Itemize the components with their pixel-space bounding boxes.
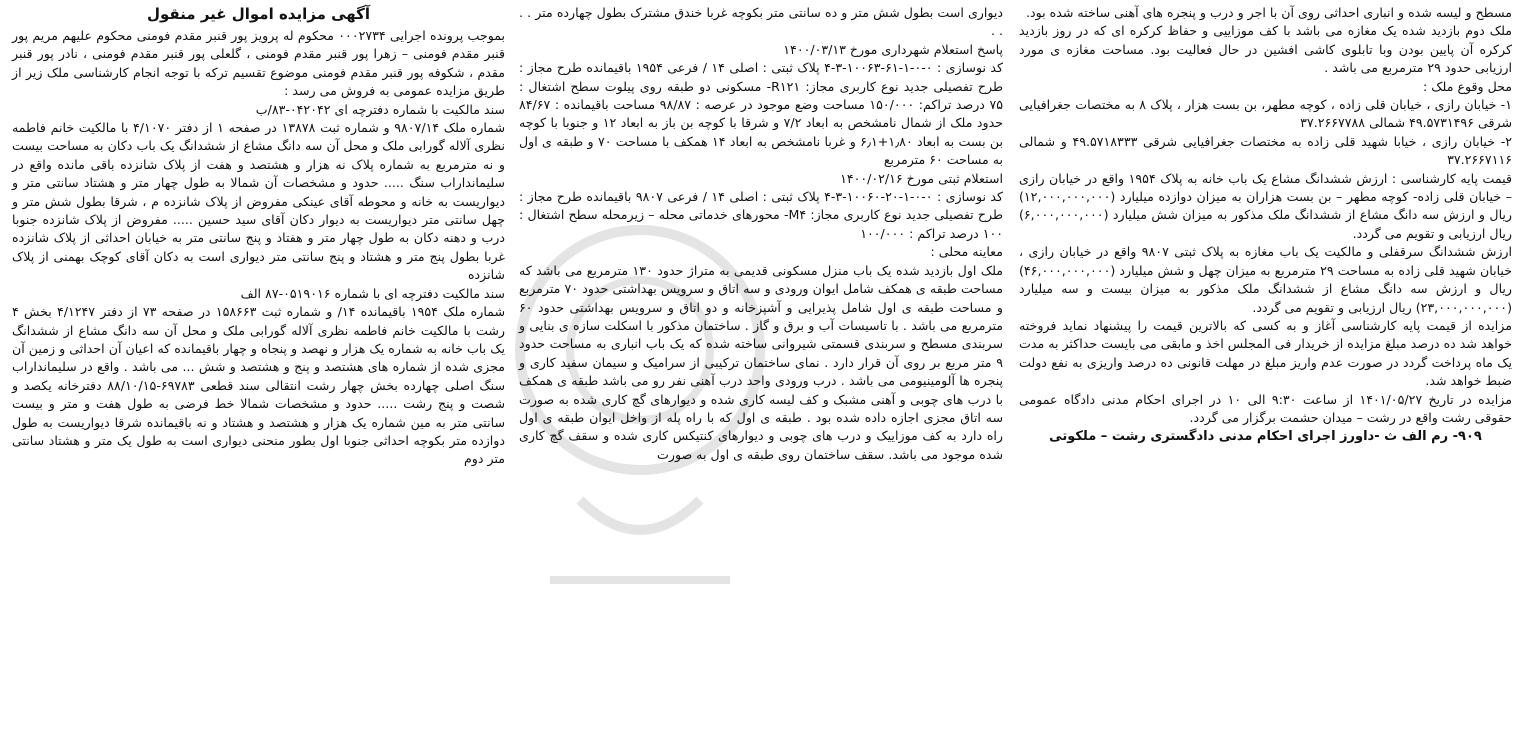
paragraph-municipality-inquiry: پاسخ استعلام شهرداری مورخ ۱۴۰۰/۰۳/۱۳ [783, 41, 1003, 57]
paragraph-renovation-code-2: کد نوسازی : ۰-۰-۱-۲۰-۱۰۰۶۰-۳-۴ پلاک ثبتی : اصلی ۱۴ / فرعی ۹۸۰۷ باقیمانده طرح مجاز : طرح تفصیلی جدید نوع کاربری مجاز: M۴- محورهای خدماتی محله – زیرمحله سطح اشتغال : ۱۰۰ درصد تراکم : ۱۰۰/۰۰۰ [519, 189, 1003, 241]
paragraph-roof: مسطح و لیسه شده و انباری احداثی روی آن با اجر و درب و پنجره های آهنی ساخته شده بود. [1026, 5, 1512, 20]
newspaper-notice [8, 4, 1523, 729]
column-right [8, 4, 511, 729]
paragraph-auction-terms: مزایده از قیمت پایه کارشناسی آغاز و به کسی که بالاترین قیمت را پیشنهاد نماید فروخته خواهد شد ده درصد مبلغ مزایده از خریدار فی المجلس اخذ و مابقی می بایست حداکثر به مدت یک ماه پرداخت گردد در صورت عدم واریز مبلغ در مهلت قانونی ده درصد واریزی به نفع دولت ضبط خواهد شد. [1018, 317, 1512, 389]
paragraph-property-1954: شماره ملک ۱۹۵۴ باقیمانده ۱۴/ و شماره ثبت ۱۵۸۶۶۳ در صفحه ۷۳ از دفتر ۴/۱۲۴۷ بخش ۴ رشت با مالکیت خانم فاطمه نظری آلاله گورابی ملک و محل آن سه دانگ مشاع از ششدانگ یک باب خانه به شماره یک هزار و نهصد و پنجاه و چهار باقیمانده که اعیان آن احداثی و زمین آن مجزی شده از شماره های هشتصد و پنج و هشتصد و شش ... می باشد . واقع در سلیمانداراب سنگ اصلی چهارده بخش چهار رشت انتقالی سند قطعی ۶۹۷۸۳-۸۸/۱۰/۱۵ دفترخانه یکصد و شصت و پنج رشت ..... حدود و مشخصات شمالا خط فرضی به طول هفت و متر و بیست سانتی متر به مین شماره یک هزار و هشتصد و هشتاد و نه باقیمانده شرقا دیواریست به طول دوازده متر بکوچه احداثی جنوبا اول بطور منحنی دیواری است به طول یک متر و هشتاد سانتی متر دوم [12, 304, 506, 467]
paragraph-auction-date: مزایده در تاریخ ۱۴۰۱/۰۵/۲۷ از ساعت ۹:۳۰ الی ۱۰ در اجرای احکام مدنی دادگاه عمومی حقوقی رشت واقع در رشت – میدان حشمت برگزار می گردد. [1019, 391, 1512, 425]
paragraph-boundary-cont: دیواری است بطول شش متر و ده سانتی متر بکوچه غربا خندق مشترک بطول چهارده متر . . . . [519, 5, 1003, 39]
paragraph-site-inspection-heading: معاینه محلی : [930, 244, 1003, 260]
paragraph-deed-1: سند مالکیت با شماره دفترچه ای ۰۴۲۰۴۲-۸۳/ب [255, 101, 505, 117]
paragraph-renovation-code-1: کد نوسازی : ۰-۰-۱-۶۱-۱۰۰۶۳-۳-۴ پلاک ثبتی : اصلی ۱۴ / فرعی ۱۹۵۴ باقیمانده طرح مجاز : طرح تفصیلی جدید نوع کاربری مجاز: R۱۲۱- مسکونی دو طبقه روی پیلوت سطح اشتغال : ۷۵ درصد تراکم: ۱۵۰/۰۰۰ مساحت وضع موجود در عرصه : ۹۸/۸۷ مساحت باقیمانده : ۸۴/۶۷ حدود ملک از شمال نامشخص به ابعاد ۷/۲ و شرقا با کوچه بن باز به ابعاد ۱۲ و جنوبا با کوچه بن بست به ابعاد ۱٫۸۰+۶٫۱ و غربا نامشخص به ابعاد ۱۴ همکف با مساحت ۷۰ و طبقه ی اول به مساحت ۶۰ مترمربع [519, 60, 1004, 168]
paragraph-location-1: ۱- خیابان رازی ، خیابان قلی زاده ، کوچه مطهر، بن بست هزار ، پلاک ۸ به مختصات جغرافیایی شرقی ۴۹.۵۷۳۱۴۹۶ شمالی ۳۷.۲۶۶۷۷۸۸ [1019, 97, 1512, 131]
paragraph-deed-2: سند مالکیت دفترچه ای با شماره ۰۵۱۹۰۱۶-۸۷ الف [240, 285, 505, 301]
column-left [1011, 4, 1516, 729]
signature: ۹۰۹- رم الف ث -داورز اجرای احکام مدنی دادگستری رشت – ملکوتی [1049, 429, 1482, 445]
paragraph-location-heading: محل وقوع ملک : [1423, 78, 1512, 94]
column-middle [511, 4, 1011, 729]
paragraph-registry-inquiry: استعلام ثبتی مورخ ۱۴۰۰/۰۲/۱۶ [840, 170, 1003, 186]
paragraph-parties: بموجب پرونده اجرایی ۰۰۰۲۷۳۴ محکوم له پرویز پور قنبر مقدم فومنی محکوم علیهم مریم پور قنبر مقدم فومنی – زهرا پور قنبر مقدم فومنی ، گلعلی پور قنبر مقدم فومنی ، نادر پور قنبر مقدم ، شکوفه پور قنبر مقدم فومنی موضوع تقسیم ترکه با توجه انجام کارشناسی ملک زیر از طریق مزایده عمومی به فروش می رسد : [12, 28, 505, 99]
paragraph-base-price-shop: ارزش ششدانگ سرقفلی و مالکیت یک باب مغازه به پلاک ثبتی ۹۸۰۷ واقع در خیابان رازی ، خیابان شهید قلی زاده به مساحت ۲۹ مترمربع به میزان چهل و شش میلیارد (۴۶,۰۰۰,۰۰۰,۰۰۰) ریال و ارزش سه دانگ مشاع از ششدانگ ملک مذکور به میزان بیست و سه میلیارد (۲۳,۰۰۰,۰۰۰,۰۰۰) ریال ارزیابی و تقویم می گردد. [1019, 244, 1513, 315]
paragraph-shop: ملک دوم بازدید شده یک مغازه می باشد با کف موزاییی و حفاظ کرکره ای که در روز بازدید کرکره آن پایین بودن وبا تابلوی کاشی افشین در حال فعالیت بود. مساحت مغازه ی مورد ارزیابی حدود ۲۹ مترمربع می باشد . [1019, 23, 1512, 76]
paragraph-property-9807: شماره ملک ۹۸۰۷/۱۴ و شماره ثبت ۱۳۸۷۸ در صفحه ۱ از دفتر ۴/۱۰۷۰ با مالکیت خانم فاطمه نظری آلاله گورابی ملک و محل آن سه دانگ مشاع از ششدانگ یک باب دکان به مساحت بیست و نه مترمربع به شماره پلاک نه هزار و هشتصد و هفت از پلاک شانزده باقی مانده واقع در سلیمانداراب سنگ ..... حدود و مشخصات آن شمالا به طول چهار متر و هشتاد سانتی متر و دیواریست به خانه و محوطه آقای عینکی مفروض از پلاک شانزده م ، شرقا بطول شش متر و چهل سانتی متر دیواریست به دیوار دکان آقای سید حسین ..... مفروض از پلاک شانزده جنوبا درب و دهنه دکان به طول چهار متر و هفتاد و پنج سانتی متر به خیابان احداثی از پلاک شانزده غربا بطول پنج متر و هشتاد و پنج سانتی متر دیواری است به دکان آقای کوچک بهمنی از پلاک شانزده [12, 120, 506, 283]
paragraph-location-2: ۲- خیابان رازی ، خیابا شهید قلی زاده به مختصات جغرافیایی شرقی ۴۹.۵۷۱۸۳۳۳ و شمالی ۳۷.۲۶۶۷۱۱۶ [1019, 133, 1513, 168]
paragraph-base-price-house: قیمت پایه کارشناسی : ارزش ششدانگ مشاع یک باب خانه به پلاک ۱۹۵۴ واقع در خیابان رازی – خیابان قلی زاده- کوچه مطهر – بن بست هزاران به میزان دوازده میلیارد (۱۲,۰۰۰,۰۰۰,۰۰۰) ریال و ارزش سه دانگ مشاع از ششدانگ ملک مذکور به میزان شش میلیارد (۶,۰۰۰,۰۰۰,۰۰۰) ریال ارزیابی و تقویم می گردد. [1019, 170, 1512, 241]
paragraph-site-inspection: ملک اول بازدید شده یک باب منزل مسکونی قدیمی به متراژ حدود ۱۳۰ مترمربع می باشد که مساحت طبقه ی همکف شامل ایوان ورودی و سه اتاق و سرویس بهداشتی حدود ۷۰ مترمربع و مساحت طبقه ی اول شامل پذیرایی و آشپزخانه و دو اتاق و سرویس بهداشتی حدود ۶۰ مترمربع می باشد . با تاسیسات آب و برق و گاز . ساختمان مذکور با اسکلت سازه ی بنایی و سربندی مسطح و سربندی قسمتی شیروانی ساخته شده که یک باب انباری به مساحت حدود ۹ متر مربع بر روی آن قرار دارد . نمای ساختمان ترکیبی از سرامیک و سیمان سفید کاری و پنجره ها آلومینیومی می باشد . درب ورودی واحد درب آهنی نفر رو می باشد طبقه ی همکف با درب های چوبی و آهنی مشبک و کف لیسه کاری شده و دیوارهای گچ کاری شده به صورت سه اتاق مجزی اجازه داده شده بود . طبقه ی اول که با راه پله از واخل ایوان طبقه ی اول راه دارد به کف موزاییک و درب های چوبی و دیوارهای کنتیکس کاری شده و سقف گچ کاری شده موجود می باشد. سقف ساختمان روی طبقه ی اول به صورت [519, 262, 1004, 462]
notice-title: آگهی مزایده اموال غیر منقول [146, 5, 371, 23]
